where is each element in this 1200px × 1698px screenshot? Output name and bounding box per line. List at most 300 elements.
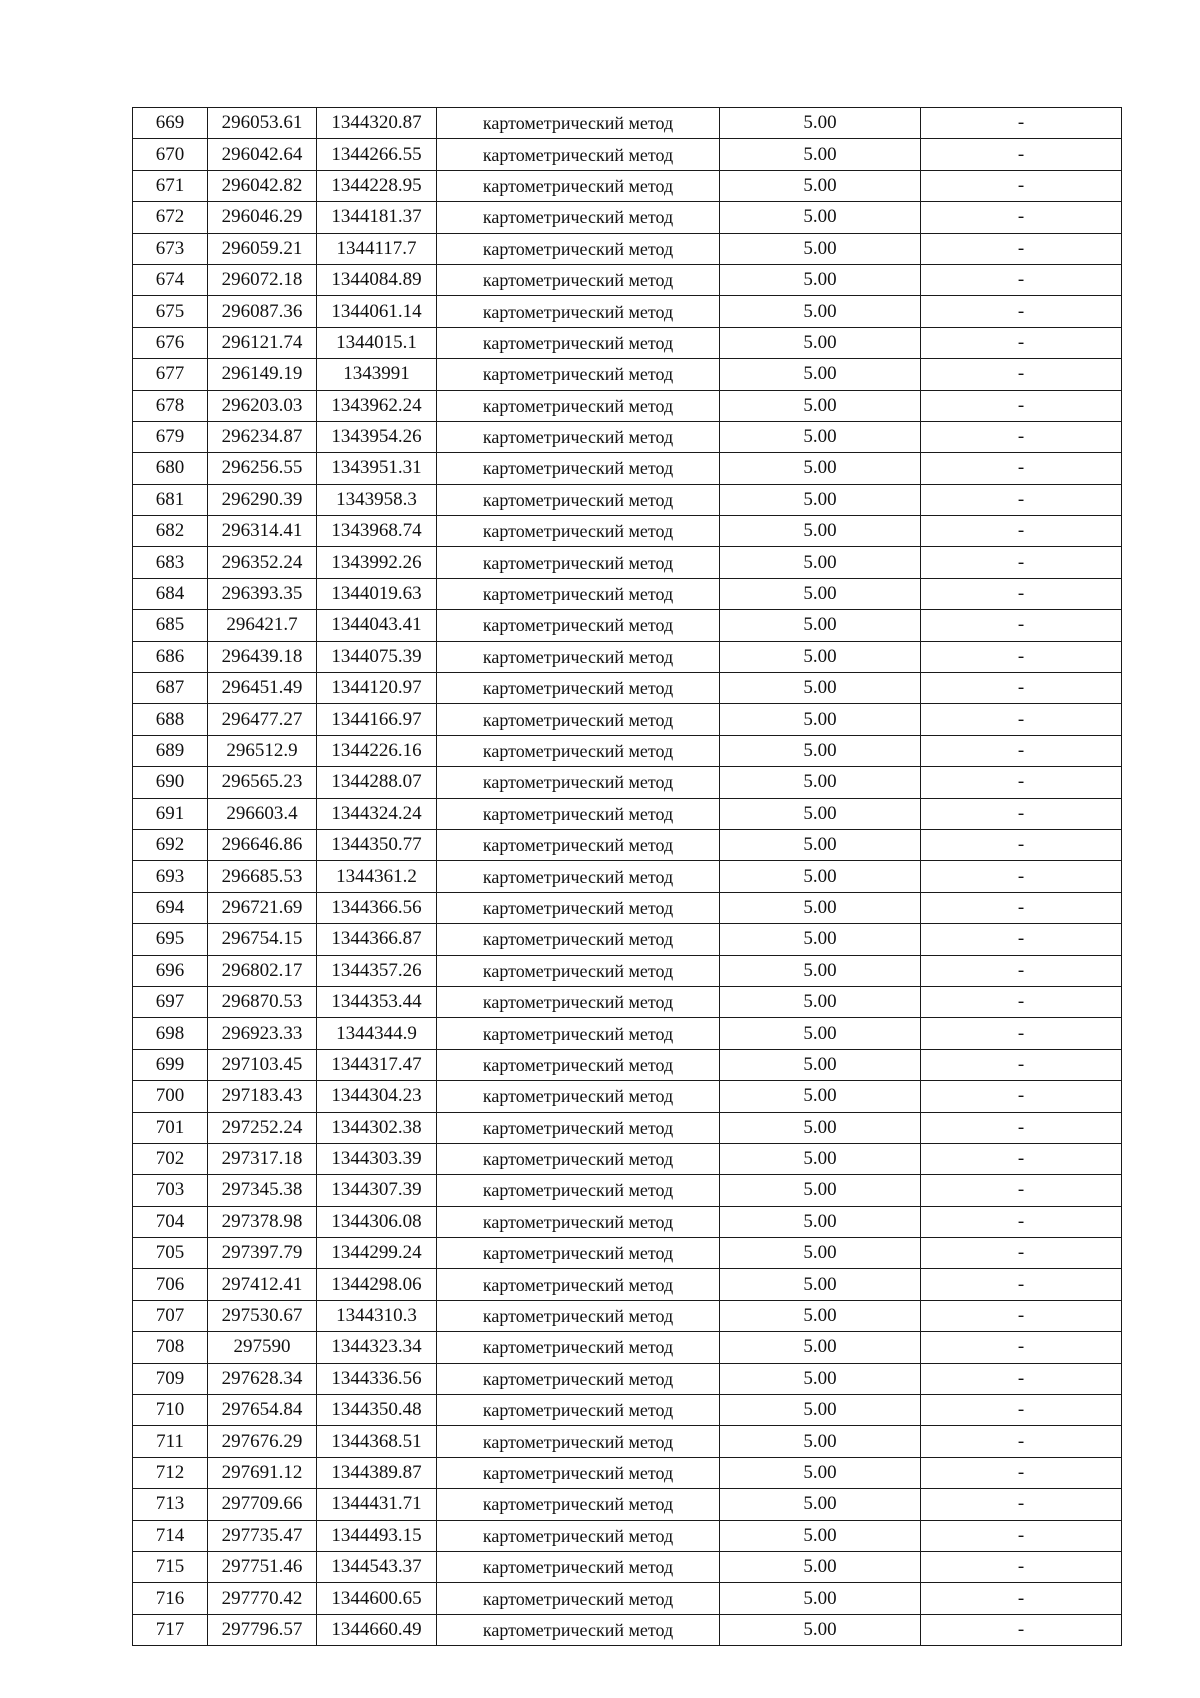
point-number-cell: 711 (133, 1426, 208, 1457)
point-number-cell: 705 (133, 1238, 208, 1269)
method-cell: картометрический метод (437, 1426, 720, 1457)
point-number-cell: 689 (133, 735, 208, 766)
accuracy-cell: 5.00 (720, 202, 921, 233)
coord-x-cell: 296352.24 (208, 547, 317, 578)
coord-x-cell: 296393.35 (208, 578, 317, 609)
note-cell: - (921, 1614, 1122, 1645)
coord-x-cell: 296290.39 (208, 484, 317, 515)
table-row (133, 610, 1122, 641)
table-row (133, 986, 1122, 1017)
coord-y-cell: 1344015.1 (317, 327, 437, 358)
point-number-cell: 692 (133, 829, 208, 860)
coord-y-cell: 1344324.24 (317, 798, 437, 829)
table-row (133, 798, 1122, 829)
method-cell: картометрический метод (437, 390, 720, 421)
method-cell: картометрический метод (437, 139, 720, 170)
accuracy-cell: 5.00 (720, 1018, 921, 1049)
accuracy-cell: 5.00 (720, 108, 921, 139)
point-number-cell: 704 (133, 1206, 208, 1237)
coord-x-cell: 297676.29 (208, 1426, 317, 1457)
coord-x-cell: 297709.66 (208, 1489, 317, 1520)
note-cell: - (921, 986, 1122, 1017)
coord-y-cell: 1344303.39 (317, 1143, 437, 1174)
method-cell: картометрический метод (437, 673, 720, 704)
note-cell: - (921, 453, 1122, 484)
accuracy-cell: 5.00 (720, 1269, 921, 1300)
coord-y-cell: 1344323.34 (317, 1332, 437, 1363)
coord-y-cell: 1344317.47 (317, 1049, 437, 1080)
note-cell: - (921, 829, 1122, 860)
coord-x-cell: 296087.36 (208, 296, 317, 327)
accuracy-cell: 5.00 (720, 390, 921, 421)
method-cell: картометрический метод (437, 1583, 720, 1614)
point-number-cell: 709 (133, 1363, 208, 1394)
note-cell: - (921, 547, 1122, 578)
accuracy-cell: 5.00 (720, 986, 921, 1017)
coord-x-cell: 296149.19 (208, 359, 317, 390)
coord-y-cell: 1343954.26 (317, 421, 437, 452)
accuracy-cell: 5.00 (720, 547, 921, 578)
accuracy-cell: 5.00 (720, 516, 921, 547)
table-row (133, 139, 1122, 170)
method-cell: картометрический метод (437, 202, 720, 233)
accuracy-cell: 5.00 (720, 1112, 921, 1143)
point-number-cell: 694 (133, 892, 208, 923)
coord-y-cell: 1344117.7 (317, 233, 437, 264)
point-number-cell: 700 (133, 1081, 208, 1112)
coord-y-cell: 1344350.48 (317, 1395, 437, 1426)
accuracy-cell: 5.00 (720, 359, 921, 390)
accuracy-cell: 5.00 (720, 421, 921, 452)
note-cell: - (921, 233, 1122, 264)
table-row (133, 1489, 1122, 1520)
accuracy-cell: 5.00 (720, 673, 921, 704)
note-cell: - (921, 516, 1122, 547)
accuracy-cell: 5.00 (720, 641, 921, 672)
coord-y-cell: 1344084.89 (317, 264, 437, 295)
note-cell: - (921, 170, 1122, 201)
accuracy-cell: 5.00 (720, 1489, 921, 1520)
accuracy-cell: 5.00 (720, 139, 921, 170)
note-cell: - (921, 264, 1122, 295)
note-cell: - (921, 1457, 1122, 1488)
method-cell: картометрический метод (437, 829, 720, 860)
table-row (133, 892, 1122, 923)
accuracy-cell: 5.00 (720, 1206, 921, 1237)
point-number-cell: 669 (133, 108, 208, 139)
note-cell: - (921, 1049, 1122, 1080)
accuracy-cell: 5.00 (720, 1583, 921, 1614)
coord-x-cell: 297252.24 (208, 1112, 317, 1143)
note-cell: - (921, 704, 1122, 735)
table-row (133, 1551, 1122, 1582)
note-cell: - (921, 1206, 1122, 1237)
coord-x-cell: 297654.84 (208, 1395, 317, 1426)
note-cell: - (921, 798, 1122, 829)
table-row (133, 1614, 1122, 1645)
point-number-cell: 706 (133, 1269, 208, 1300)
coord-y-cell: 1344075.39 (317, 641, 437, 672)
coord-x-cell: 296072.18 (208, 264, 317, 295)
point-number-cell: 685 (133, 610, 208, 641)
table-row (133, 1238, 1122, 1269)
accuracy-cell: 5.00 (720, 798, 921, 829)
table-row (133, 955, 1122, 986)
coordinates-table (132, 107, 1122, 1646)
method-cell: картометрический метод (437, 421, 720, 452)
note-cell: - (921, 421, 1122, 452)
note-cell: - (921, 139, 1122, 170)
table-row (133, 1300, 1122, 1331)
accuracy-cell: 5.00 (720, 704, 921, 735)
point-number-cell: 710 (133, 1395, 208, 1426)
table-row (133, 359, 1122, 390)
point-number-cell: 697 (133, 986, 208, 1017)
point-number-cell: 701 (133, 1112, 208, 1143)
coord-y-cell: 1344166.97 (317, 704, 437, 735)
table-row (133, 1018, 1122, 1049)
coord-y-cell: 1344310.3 (317, 1300, 437, 1331)
method-cell: картометрический метод (437, 1300, 720, 1331)
point-number-cell: 695 (133, 924, 208, 955)
table-row (133, 547, 1122, 578)
point-number-cell: 676 (133, 327, 208, 358)
coord-y-cell: 1344181.37 (317, 202, 437, 233)
coord-y-cell: 1344061.14 (317, 296, 437, 327)
accuracy-cell: 5.00 (720, 1457, 921, 1488)
method-cell: картометрический метод (437, 578, 720, 609)
method-cell: картометрический метод (437, 1363, 720, 1394)
accuracy-cell: 5.00 (720, 1300, 921, 1331)
coordinates-table-body (133, 108, 1122, 1646)
table-row (133, 202, 1122, 233)
coord-y-cell: 1344366.87 (317, 924, 437, 955)
table-row (133, 861, 1122, 892)
coord-y-cell: 1344344.9 (317, 1018, 437, 1049)
method-cell: картометрический метод (437, 986, 720, 1017)
coord-y-cell: 1344600.65 (317, 1583, 437, 1614)
coord-y-cell: 1344228.95 (317, 170, 437, 201)
table-row (133, 1520, 1122, 1551)
table-row (133, 170, 1122, 201)
accuracy-cell: 5.00 (720, 453, 921, 484)
coord-y-cell: 1344336.56 (317, 1363, 437, 1394)
table-row (133, 924, 1122, 955)
note-cell: - (921, 296, 1122, 327)
coord-x-cell: 296646.86 (208, 829, 317, 860)
note-cell: - (921, 359, 1122, 390)
table-row (133, 1112, 1122, 1143)
accuracy-cell: 5.00 (720, 484, 921, 515)
point-number-cell: 688 (133, 704, 208, 735)
note-cell: - (921, 1175, 1122, 1206)
point-number-cell: 712 (133, 1457, 208, 1488)
note-cell: - (921, 1363, 1122, 1394)
point-number-cell: 707 (133, 1300, 208, 1331)
accuracy-cell: 5.00 (720, 1363, 921, 1394)
method-cell: картометрический метод (437, 1112, 720, 1143)
accuracy-cell: 5.00 (720, 610, 921, 641)
table-row (133, 233, 1122, 264)
note-cell: - (921, 1489, 1122, 1520)
note-cell: - (921, 108, 1122, 139)
table-row (133, 421, 1122, 452)
point-number-cell: 716 (133, 1583, 208, 1614)
method-cell: картометрический метод (437, 641, 720, 672)
accuracy-cell: 5.00 (720, 955, 921, 986)
accuracy-cell: 5.00 (720, 767, 921, 798)
table-row (133, 1583, 1122, 1614)
coord-x-cell: 297378.98 (208, 1206, 317, 1237)
point-number-cell: 699 (133, 1049, 208, 1080)
coord-y-cell: 1344043.41 (317, 610, 437, 641)
coord-x-cell: 297530.67 (208, 1300, 317, 1331)
note-cell: - (921, 1269, 1122, 1300)
point-number-cell: 687 (133, 673, 208, 704)
method-cell: картометрический метод (437, 547, 720, 578)
coord-y-cell: 1344350.77 (317, 829, 437, 860)
point-number-cell: 693 (133, 861, 208, 892)
accuracy-cell: 5.00 (720, 1332, 921, 1363)
point-number-cell: 691 (133, 798, 208, 829)
coord-x-cell: 297397.79 (208, 1238, 317, 1269)
table-row (133, 390, 1122, 421)
coord-y-cell: 1344368.51 (317, 1426, 437, 1457)
point-number-cell: 702 (133, 1143, 208, 1174)
coord-y-cell: 1343992.26 (317, 547, 437, 578)
accuracy-cell: 5.00 (720, 578, 921, 609)
point-number-cell: 717 (133, 1614, 208, 1645)
accuracy-cell: 5.00 (720, 1175, 921, 1206)
accuracy-cell: 5.00 (720, 170, 921, 201)
note-cell: - (921, 1520, 1122, 1551)
accuracy-cell: 5.00 (720, 1551, 921, 1582)
method-cell: картометрический метод (437, 1049, 720, 1080)
accuracy-cell: 5.00 (720, 924, 921, 955)
point-number-cell: 682 (133, 516, 208, 547)
coord-y-cell: 1344266.55 (317, 139, 437, 170)
method-cell: картометрический метод (437, 516, 720, 547)
coord-x-cell: 297183.43 (208, 1081, 317, 1112)
coord-x-cell: 297628.34 (208, 1363, 317, 1394)
coord-y-cell: 1344543.37 (317, 1551, 437, 1582)
table-row (133, 1269, 1122, 1300)
table-row (133, 1426, 1122, 1457)
method-cell: картометрический метод (437, 453, 720, 484)
point-number-cell: 674 (133, 264, 208, 295)
method-cell: картометрический метод (437, 359, 720, 390)
note-cell: - (921, 202, 1122, 233)
point-number-cell: 714 (133, 1520, 208, 1551)
coord-y-cell: 1344366.56 (317, 892, 437, 923)
table-row (133, 453, 1122, 484)
coord-y-cell: 1344019.63 (317, 578, 437, 609)
coord-x-cell: 296234.87 (208, 421, 317, 452)
table-row (133, 673, 1122, 704)
coord-y-cell: 1344493.15 (317, 1520, 437, 1551)
note-cell: - (921, 1426, 1122, 1457)
note-cell: - (921, 1583, 1122, 1614)
point-number-cell: 681 (133, 484, 208, 515)
method-cell: картометрический метод (437, 264, 720, 295)
coord-x-cell: 297735.47 (208, 1520, 317, 1551)
note-cell: - (921, 1332, 1122, 1363)
coord-x-cell: 296477.27 (208, 704, 317, 735)
method-cell: картометрический метод (437, 1081, 720, 1112)
accuracy-cell: 5.00 (720, 1395, 921, 1426)
coord-y-cell: 1343968.74 (317, 516, 437, 547)
method-cell: картометрический метод (437, 861, 720, 892)
table-row (133, 327, 1122, 358)
coord-x-cell: 297317.18 (208, 1143, 317, 1174)
note-cell: - (921, 1238, 1122, 1269)
coord-x-cell: 296042.82 (208, 170, 317, 201)
point-number-cell: 690 (133, 767, 208, 798)
point-number-cell: 696 (133, 955, 208, 986)
method-cell: картометрический метод (437, 1520, 720, 1551)
method-cell: картометрический метод (437, 735, 720, 766)
point-number-cell: 673 (133, 233, 208, 264)
method-cell: картометрический метод (437, 233, 720, 264)
method-cell: картометрический метод (437, 798, 720, 829)
table-row (133, 516, 1122, 547)
coord-x-cell: 297412.41 (208, 1269, 317, 1300)
point-number-cell: 670 (133, 139, 208, 170)
point-number-cell: 675 (133, 296, 208, 327)
point-number-cell: 715 (133, 1551, 208, 1582)
note-cell: - (921, 1018, 1122, 1049)
point-number-cell: 677 (133, 359, 208, 390)
accuracy-cell: 5.00 (720, 1143, 921, 1174)
accuracy-cell: 5.00 (720, 735, 921, 766)
point-number-cell: 686 (133, 641, 208, 672)
method-cell: картометрический метод (437, 1206, 720, 1237)
coord-x-cell: 296802.17 (208, 955, 317, 986)
accuracy-cell: 5.00 (720, 1614, 921, 1645)
method-cell: картометрический метод (437, 170, 720, 201)
coord-x-cell: 296046.29 (208, 202, 317, 233)
coord-x-cell: 296059.21 (208, 233, 317, 264)
point-number-cell: 672 (133, 202, 208, 233)
note-cell: - (921, 861, 1122, 892)
table-row (133, 1206, 1122, 1237)
coord-x-cell: 296923.33 (208, 1018, 317, 1049)
coord-y-cell: 1344302.38 (317, 1112, 437, 1143)
coord-y-cell: 1344660.49 (317, 1614, 437, 1645)
accuracy-cell: 5.00 (720, 861, 921, 892)
table-row (133, 1143, 1122, 1174)
point-number-cell: 679 (133, 421, 208, 452)
coord-x-cell: 296053.61 (208, 108, 317, 139)
coord-y-cell: 1344226.16 (317, 735, 437, 766)
note-cell: - (921, 1551, 1122, 1582)
point-number-cell: 680 (133, 453, 208, 484)
method-cell: картометрический метод (437, 610, 720, 641)
table-row (133, 767, 1122, 798)
coord-y-cell: 1344306.08 (317, 1206, 437, 1237)
note-cell: - (921, 673, 1122, 704)
note-cell: - (921, 924, 1122, 955)
method-cell: картометрический метод (437, 1143, 720, 1174)
point-number-cell: 684 (133, 578, 208, 609)
coord-x-cell: 296121.74 (208, 327, 317, 358)
coord-y-cell: 1344299.24 (317, 1238, 437, 1269)
accuracy-cell: 5.00 (720, 829, 921, 860)
coord-y-cell: 1344120.97 (317, 673, 437, 704)
coord-y-cell: 1343962.24 (317, 390, 437, 421)
coord-x-cell: 296870.53 (208, 986, 317, 1017)
table-row (133, 578, 1122, 609)
method-cell: картометрический метод (437, 1395, 720, 1426)
method-cell: картометрический метод (437, 1175, 720, 1206)
point-number-cell: 703 (133, 1175, 208, 1206)
table-row (133, 1049, 1122, 1080)
coord-y-cell: 1344304.23 (317, 1081, 437, 1112)
method-cell: картометрический метод (437, 1238, 720, 1269)
table-row (133, 1457, 1122, 1488)
table-row (133, 264, 1122, 295)
table-row (133, 296, 1122, 327)
note-cell: - (921, 1395, 1122, 1426)
coord-x-cell: 297751.46 (208, 1551, 317, 1582)
table-row (133, 1363, 1122, 1394)
note-cell: - (921, 327, 1122, 358)
point-number-cell: 713 (133, 1489, 208, 1520)
method-cell: картометрический метод (437, 1614, 720, 1645)
accuracy-cell: 5.00 (720, 264, 921, 295)
accuracy-cell: 5.00 (720, 1238, 921, 1269)
accuracy-cell: 5.00 (720, 1520, 921, 1551)
coord-y-cell: 1344288.07 (317, 767, 437, 798)
table-row (133, 641, 1122, 672)
coord-y-cell: 1343991 (317, 359, 437, 390)
table-row (133, 1332, 1122, 1363)
method-cell: картометрический метод (437, 704, 720, 735)
note-cell: - (921, 610, 1122, 641)
note-cell: - (921, 484, 1122, 515)
coord-x-cell: 297590 (208, 1332, 317, 1363)
method-cell: картометрический метод (437, 1269, 720, 1300)
method-cell: картометрический метод (437, 1551, 720, 1582)
coord-x-cell: 297770.42 (208, 1583, 317, 1614)
point-number-cell: 678 (133, 390, 208, 421)
method-cell: картометрический метод (437, 1018, 720, 1049)
accuracy-cell: 5.00 (720, 327, 921, 358)
coord-x-cell: 296314.41 (208, 516, 317, 547)
method-cell: картометрический метод (437, 892, 720, 923)
coord-x-cell: 296421.7 (208, 610, 317, 641)
coord-y-cell: 1344353.44 (317, 986, 437, 1017)
coord-y-cell: 1344307.39 (317, 1175, 437, 1206)
table-row (133, 108, 1122, 139)
accuracy-cell: 5.00 (720, 1081, 921, 1112)
coord-y-cell: 1344320.87 (317, 108, 437, 139)
coord-x-cell: 297345.38 (208, 1175, 317, 1206)
method-cell: картометрический метод (437, 484, 720, 515)
table-row (133, 704, 1122, 735)
note-cell: - (921, 892, 1122, 923)
accuracy-cell: 5.00 (720, 892, 921, 923)
accuracy-cell: 5.00 (720, 1049, 921, 1080)
coord-x-cell: 297691.12 (208, 1457, 317, 1488)
coord-y-cell: 1343958.3 (317, 484, 437, 515)
coord-x-cell: 296451.49 (208, 673, 317, 704)
table-row (133, 484, 1122, 515)
table-row (133, 735, 1122, 766)
note-cell: - (921, 1143, 1122, 1174)
coord-y-cell: 1343951.31 (317, 453, 437, 484)
accuracy-cell: 5.00 (720, 1426, 921, 1457)
